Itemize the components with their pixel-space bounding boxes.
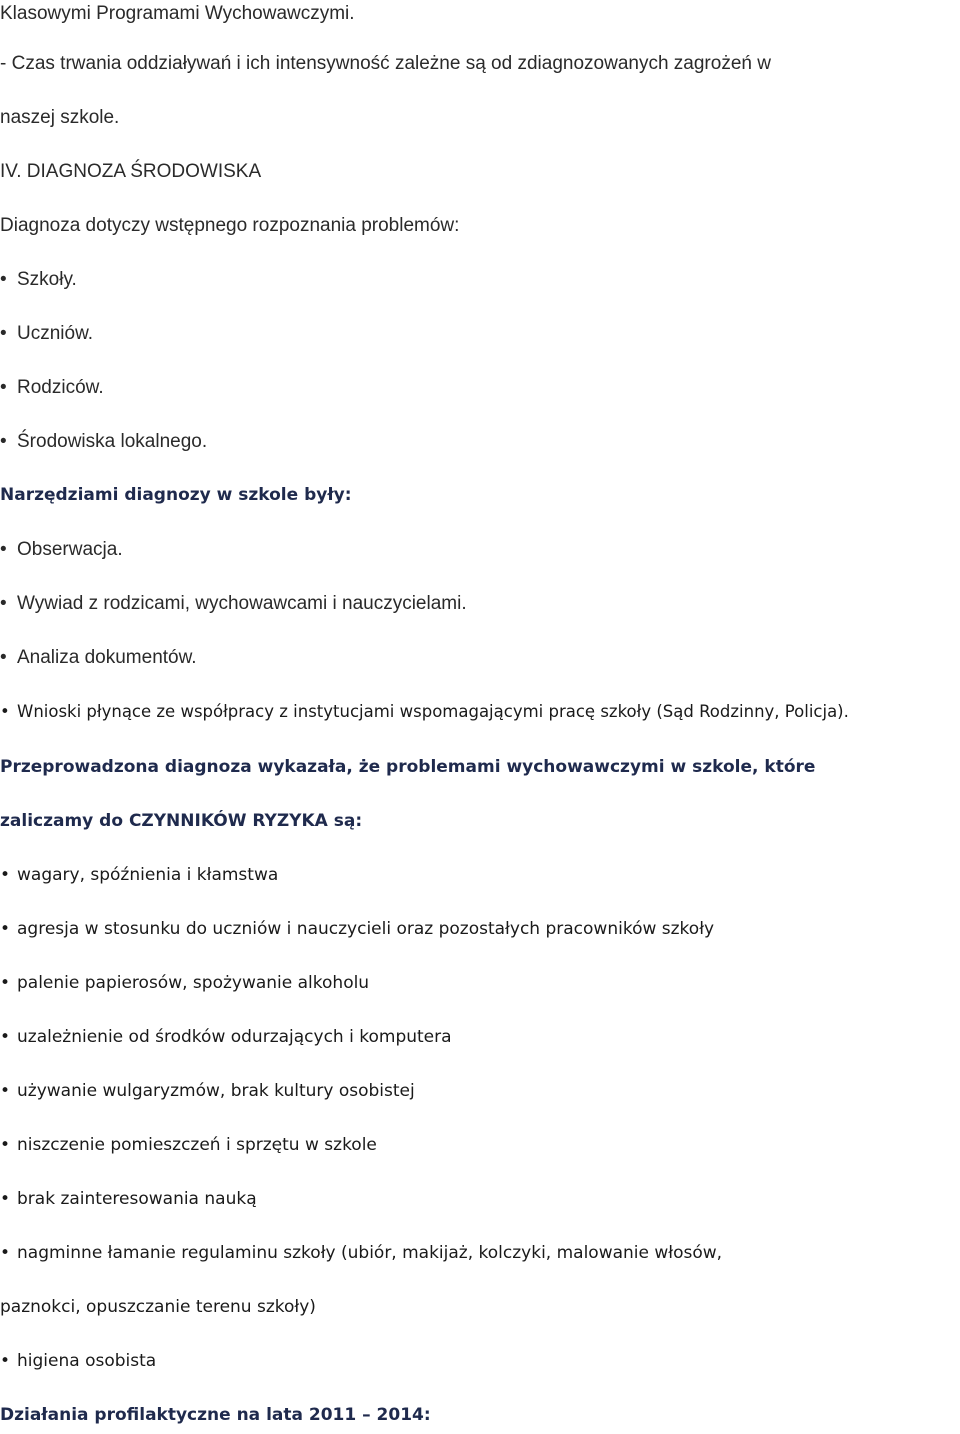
bullet-icon: • — [0, 973, 11, 993]
tools-heading: Narzędziami diagnozy w szkole były: — [0, 485, 352, 505]
list-item: • Uczniów. — [0, 323, 94, 344]
risk-item: • uzależnienie od środków odurzających i komputera — [0, 1027, 452, 1047]
list-item: • Wnioski płynące ze współpracy z instytucjami wspomagającymi pracę szkoły (Sąd Rodzinny, Policja). — [0, 702, 849, 721]
risk-item: • palenie papierosów, spożywanie alkoholu — [0, 973, 370, 993]
bullet-icon: • — [0, 377, 7, 398]
bullet-icon: • — [0, 431, 7, 452]
risk-item: • wagary, spóźnienia i kłamstwa — [0, 865, 279, 885]
bullet-icon: • — [0, 919, 11, 939]
paragraph: Diagnoza dotyczy wstępnego rozpoznania problemów: — [0, 215, 460, 236]
paragraph: - Czas trwania oddziaływań i ich intensywność zależne są od zdiagnozowanych zagrożeń w — [0, 53, 771, 74]
list-item: • Szkoły. — [0, 269, 77, 290]
bullet-icon: • — [0, 539, 7, 560]
bullet-icon: • — [0, 1027, 11, 1047]
list-item: • Wywiad z rodzicami, wychowawcami i nauczycielami. — [0, 593, 467, 614]
list-item: • Analiza dokumentów. — [0, 647, 197, 668]
findings-line: Przeprowadzona diagnoza wykazała, że problemami wychowawczymi w szkole, które — [0, 757, 816, 777]
paragraph: naszej szkole. — [0, 107, 120, 128]
risk-item: • nagminne łamanie regulaminu szkoły (ubiór, makijaż, kolczyki, malowanie włosów, — [0, 1243, 723, 1263]
bullet-icon: • — [0, 269, 7, 290]
bullet-icon: • — [0, 1135, 11, 1155]
bullet-icon: • — [0, 1189, 11, 1209]
list-item: • Obserwacja. — [0, 539, 123, 560]
list-item: • Środowiska lokalnego. — [0, 431, 208, 452]
risk-item: • brak zainteresowania nauką — [0, 1189, 257, 1209]
final-heading: Działania profilaktyczne na lata 2011 – 2014: — [0, 1405, 431, 1425]
section-heading: IV. DIAGNOZA ŚRODOWISKA — [0, 161, 262, 182]
bullet-icon: • — [0, 702, 10, 721]
bullet-icon: • — [0, 1351, 11, 1371]
risk-item: • używanie wulgaryzmów, brak kultury osobistej — [0, 1081, 415, 1101]
risk-item-continuation: paznokci, opuszczanie terenu szkoły) — [0, 1297, 316, 1317]
paragraph: Klasowymi Programami Wychowawczymi. — [0, 3, 355, 24]
bullet-icon: • — [0, 323, 7, 344]
bullet-icon: • — [0, 865, 11, 885]
risk-item: • niszczenie pomieszczeń i sprzętu w szkole — [0, 1135, 377, 1155]
findings-line: zaliczamy do CZYNNIKÓW RYZYKA są: — [0, 811, 363, 831]
risk-item: • higiena osobista — [0, 1351, 157, 1371]
bullet-icon: • — [0, 593, 7, 614]
risk-item: • agresja w stosunku do uczniów i nauczycieli oraz pozostałych pracowników szkoły — [0, 919, 715, 939]
bullet-icon: • — [0, 1243, 11, 1263]
list-item: • Rodziców. — [0, 377, 104, 398]
bullet-icon: • — [0, 647, 7, 668]
bullet-icon: • — [0, 1081, 11, 1101]
